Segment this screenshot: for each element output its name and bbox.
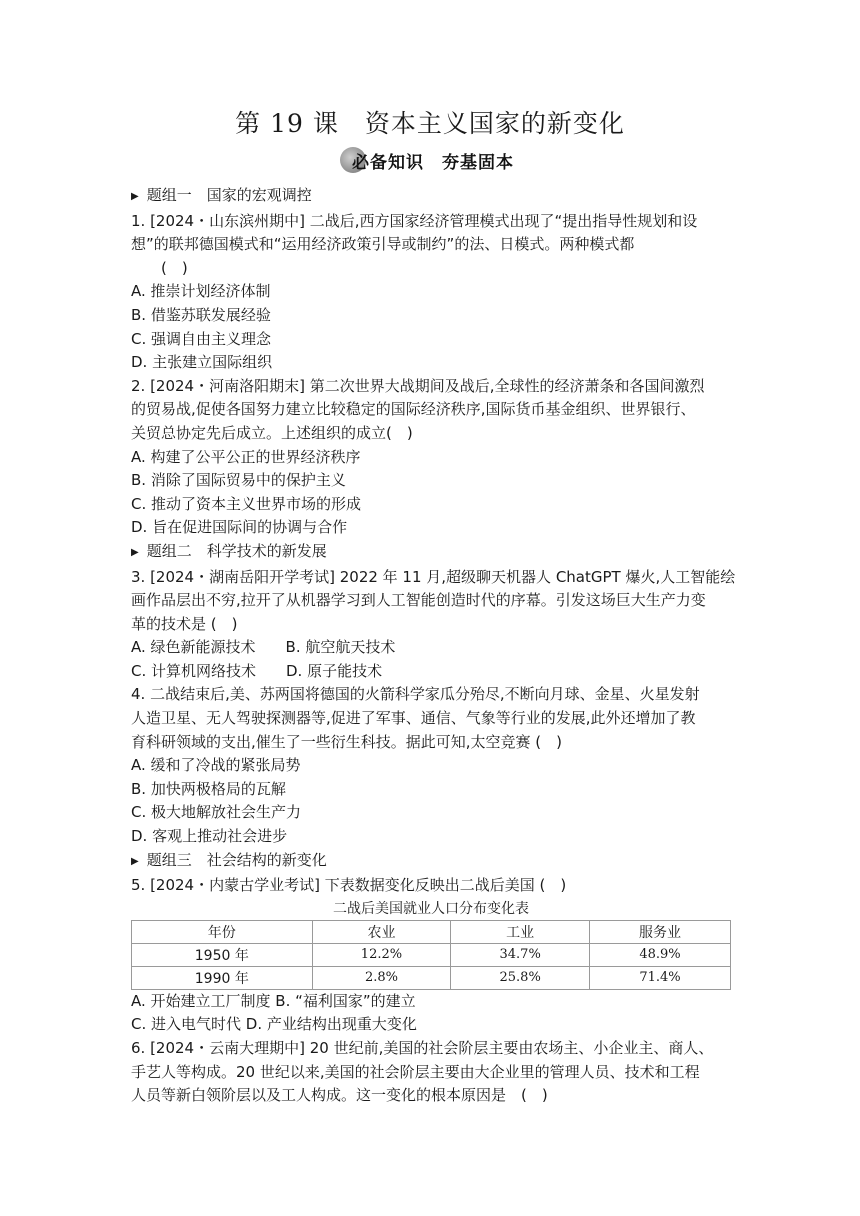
option-c[interactable]: C. 极大地解放社会生产力 [131,803,302,822]
table-header: 服务业 [590,920,731,943]
table-cell: 12.2% [312,943,451,966]
section-banner [340,147,524,173]
question-6-line-1: 6. [2024・云南大理期中] 20 世纪前,美国的社会阶层主要由农场主、小企业主、商人、 [131,1039,714,1057]
lesson-title: 第 19 课 资本主义国家的新变化 [235,109,625,138]
question-1-line-2: 想”的联邦德国模式和“运用经济政策引导或制约”的法、日模式。两种模式都 [131,235,635,254]
option-d[interactable]: D. 客观上推动社会进步 [131,827,288,846]
table-header-row [132,920,731,943]
table-header: 农业 [312,920,451,943]
option-c[interactable]: C. 推动了资本主义世界市场的形成 [131,494,362,513]
employment-table [131,920,731,990]
question-2-line-2: 的贸易战,促使各国努力建立比较稳定的国际经济秩序,国际货币基金组织、世界银行、 [131,400,696,419]
triangle-bullet-icon: ▶ [131,855,139,867]
table-caption: 二战后美国就业人口分布变化表 [333,900,529,917]
question-2-line-1: 2. [2024・河南洛阳期末] 第二次世界大战期间及战后,全球性的经济萧条和各国间激烈 [131,376,705,395]
question-4-line-1: 4. 二战结束后,美、苏两国将德国的火箭科学家瓜分殆尽,不断向月球、金星、火星发射 [131,685,700,704]
group-heading: ▶ 题组一 国家的宏观调控 [131,186,312,204]
group-heading: ▶ 题组二 科学技术的新发展 [131,541,327,560]
options-c-d[interactable]: C. 计算机网络技术 D. 原子能技术 [131,661,383,680]
question-4-line-3: 育科研领域的支出,催生了一些衍生科技。据此可知,太空竞赛 ( ) [131,732,563,751]
option-b[interactable]: B. 加快两极格局的瓦解 [131,779,286,798]
question-1-line-1: 1. [2024・山东滨州期中] 二战后,西方国家经济管理模式出现了“提出指导性规划和设 [131,211,698,230]
table-cell: 48.9% [590,943,731,966]
option-a[interactable]: A. 推崇计划经济体制 [131,282,271,301]
question-3-line-1: 3. [2024・湖南岳阳开学考试] 2022 年 11 月,超级聊天机器人 ChatGPT 爆火,人工智能绘 [131,567,736,586]
table-row [132,966,731,989]
options-a-b[interactable]: A. 绿色新能源技术 B. 航空航天技术 [131,638,396,657]
question-5-line-1: 5. [2024・内蒙古学业考试] 下表数据变化反映出二战后美国 ( ) [131,876,567,895]
option-b[interactable]: B. 消除了国际贸易中的保护主义 [131,471,346,490]
group-heading: ▶ 题组三 社会结构的新变化 [131,850,327,869]
option-b[interactable]: B. 借鉴苏联发展经验 [131,305,271,324]
options-c-d[interactable]: C. 进入电气时代 D. 产业结构出现重大变化 [131,1015,417,1034]
question-6-line-3: 人员等新白领阶层以及工人构成。这一变化的根本原因是 ( ) [131,1086,548,1105]
option-a[interactable]: A. 缓和了冷战的紧张局势 [131,756,301,775]
question-content [131,184,736,1108]
options-a-b[interactable]: A. 开始建立工厂制度 B. “福利国家”的建立 [131,991,416,1010]
table-cell: 34.7% [451,943,590,966]
table-cell: 25.8% [451,966,590,989]
question-6-line-2: 手艺人等构成。20 世纪以来,美国的社会阶层主要由大企业里的管理人员、技术和工程 [131,1062,700,1081]
question-4-line-2: 人造卫星、无人驾驶探测器等,促进了军事、通信、气象等行业的发展,此外还增加了教 [131,709,696,728]
table-cell: 1950 年 [132,943,313,966]
answer-bracket: ( ) [161,258,188,277]
option-d[interactable]: D. 主张建立国际组织 [131,353,273,372]
question-3-line-3: 革的技术是 ( ) [131,614,238,633]
table-header: 年份 [132,920,313,943]
triangle-bullet-icon: ▶ [131,191,139,202]
table-row [132,943,731,966]
option-d[interactable]: D. 旨在促进国际间的协调与合作 [131,518,348,537]
table-cell: 71.4% [590,966,731,989]
question-3-line-2: 画作品层出不穷,拉开了从机器学习到人工智能创造时代的序幕。引发这场巨大生产力变 [131,591,706,610]
question-2-line-3: 关贸总协定先后成立。上述组织的成立( ) [131,423,413,442]
table-header: 工业 [451,920,590,943]
option-a[interactable]: A. 构建了公平公正的世界经济秩序 [131,447,361,466]
banner-text: 必备知识 夯基固本 [352,153,514,173]
triangle-bullet-icon: ▶ [131,546,139,558]
table-cell: 2.8% [312,966,451,989]
table-cell: 1990 年 [132,966,313,989]
option-c[interactable]: C. 强调自由主义理念 [131,329,272,348]
